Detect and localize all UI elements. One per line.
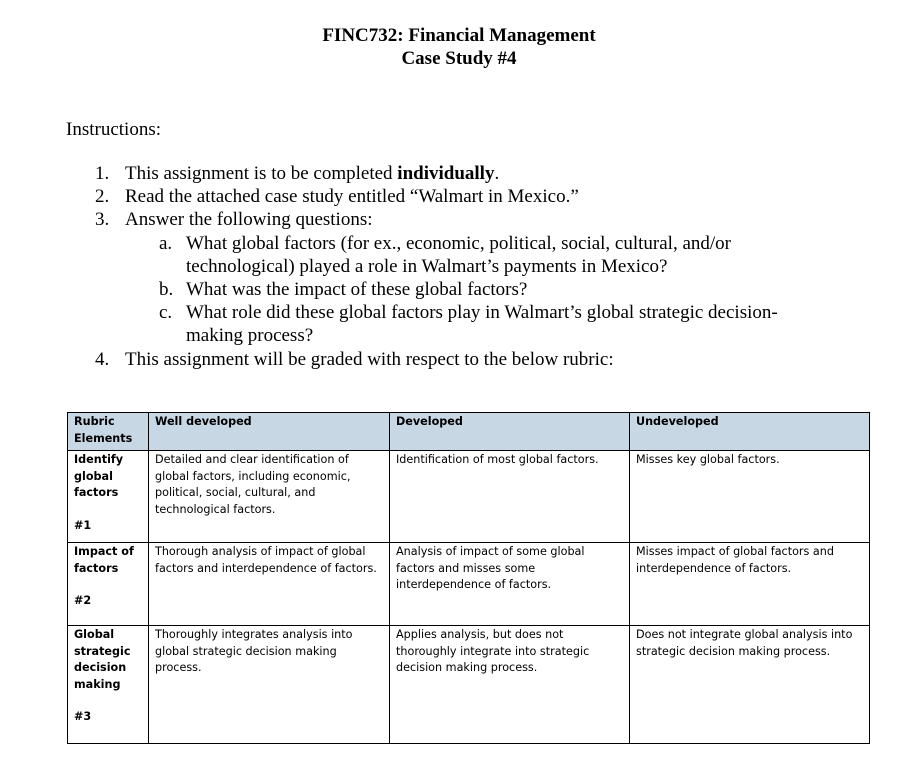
- criterion-label: Impact of factors: [74, 545, 134, 575]
- rubric-row: [68, 543, 870, 626]
- instruction-text: This assignment will be graded with respect to the below rubric:: [125, 349, 614, 370]
- well-developed-cell: Thoroughly integrates analysis into global strategic decision making process.: [149, 626, 390, 744]
- instruction-number: 1.: [95, 163, 110, 184]
- undeveloped-cell: Does not integrate global analysis into strategic decision making process.: [630, 626, 870, 744]
- instruction-number: 2.: [95, 186, 110, 207]
- criterion-cell: [68, 626, 149, 744]
- developed-cell: Applies analysis, but does not thoroughly integrate into strategic decision making process.: [390, 626, 630, 744]
- header-undeveloped: Undeveloped: [630, 413, 870, 451]
- well-developed-cell: Detailed and clear identification of global factors, including economic, political, social, cultural, and technological factors.: [149, 451, 390, 543]
- question-text-line1: What was the impact of these global factors?: [186, 279, 528, 300]
- question-text-line2: technological) played a role in Walmart’s payments in Mexico?: [186, 256, 668, 277]
- criterion-number: #1: [74, 518, 92, 532]
- question-letter: a.: [159, 233, 173, 254]
- instruction-number: 4.: [95, 349, 110, 370]
- instruction-text: This assignment is to be completed individually.: [125, 163, 500, 184]
- assignment-title: Case Study #4: [401, 48, 517, 69]
- instructions-label: Instructions:: [66, 119, 161, 140]
- question-text-line2: making process?: [186, 325, 314, 346]
- question-letter: c.: [159, 302, 173, 323]
- question-letter: b.: [159, 279, 174, 300]
- question-text-line1: What global factors (for ex., economic, political, social, cultural, and/or: [186, 233, 731, 254]
- developed-cell: Analysis of impact of some global factors and misses some interdependence of factors.: [390, 543, 630, 626]
- criterion-number: #3: [74, 710, 92, 723]
- emphasis-individually: individually: [397, 163, 495, 184]
- instruction-text: Read the attached case study entitled “Walmart in Mexico.”: [125, 186, 579, 207]
- undeveloped-cell: Misses impact of global factors and interdependence of factors.: [630, 543, 870, 626]
- developed-cell: Identification of most global factors.: [390, 451, 630, 543]
- well-developed-cell: Thorough analysis of impact of global factors and interdependence of factors.: [149, 543, 390, 626]
- criterion-label: Identify global factors: [74, 453, 124, 499]
- criterion-number: #2: [74, 594, 92, 607]
- instruction-number: 3.: [95, 209, 110, 230]
- rubric-row: [68, 626, 870, 744]
- rubric-header-row: [68, 413, 870, 451]
- document-title: [0, 24, 918, 70]
- rubric-row: [68, 451, 870, 543]
- header-well-developed: Well developed: [149, 413, 390, 451]
- course-title: FINC732: Financial Management: [322, 25, 596, 46]
- question-text-line1: What role did these global factors play in Walmart’s global strategic decision-: [186, 302, 778, 323]
- rubric-table: [67, 412, 870, 744]
- header-rubric-elements: Rubric Elements: [68, 413, 149, 451]
- undeveloped-cell: Misses key global factors.: [630, 451, 870, 543]
- criterion-cell: [68, 451, 149, 543]
- instruction-text: Answer the following questions:: [125, 209, 373, 230]
- header-developed: Developed: [390, 413, 630, 451]
- criterion-cell: [68, 543, 149, 626]
- criterion-label: Global strategic decision making: [74, 628, 131, 691]
